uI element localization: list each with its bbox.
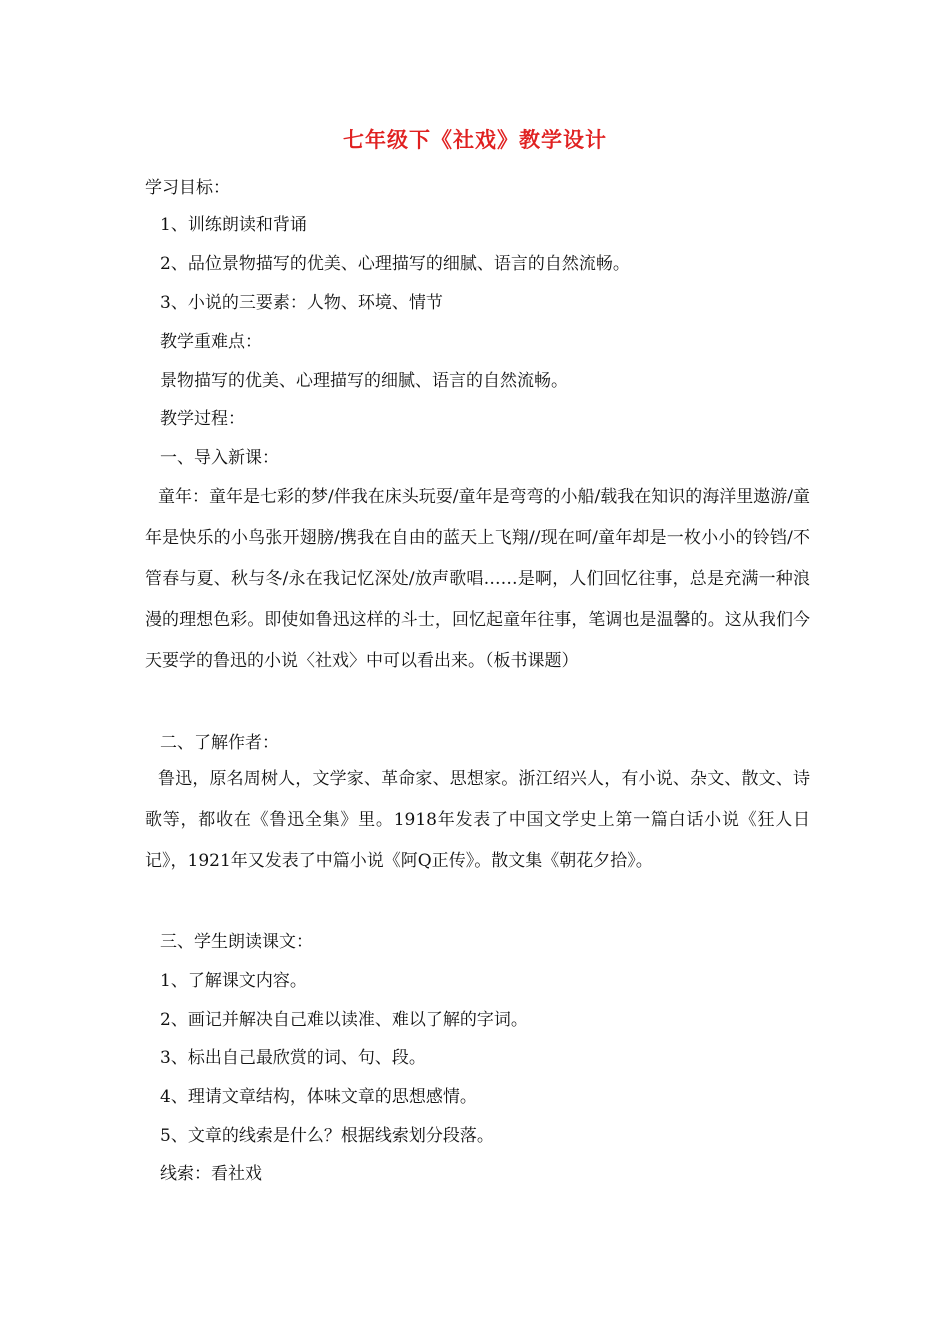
goal-item-2: 2、品位景物描写的优美、心理描写的细腻、语言的自然流畅。 — [160, 254, 630, 274]
section3-item-2: 2、画记并解决自己难以读准、难以了解的字词。 — [160, 1010, 528, 1030]
section3-item-5: 5、文章的线索是什么？根据线索划分段落。 — [160, 1126, 494, 1146]
section2-paragraph: 鲁迅，原名周树人，文学家、革命家、思想家。浙江绍兴人，有小说、杂文、散文、诗歌等，都收在《鲁迅全集》里。1918年发表了中国文学史上第一篇白话小说《狂人日记》，1921年又发表了中篇小说《阿Q正传》。散文集《朝花夕拾》。 — [145, 769, 810, 871]
section3-heading: 三、学生朗读课文： — [160, 932, 313, 952]
key-points-heading: 教学重难点： — [160, 332, 262, 352]
section2-heading: 二、了解作者： — [160, 733, 279, 753]
section3-item-4: 4、理请文章结构，体味文章的思想感情。 — [160, 1087, 477, 1107]
section3-item-3: 3、标出自己最欣赏的词、句、段。 — [160, 1048, 426, 1068]
goals-heading: 学习目标： — [145, 178, 230, 198]
goal-item-3: 3、小说的三要素：人物、环境、情节 — [160, 293, 443, 313]
section1-heading: 一、导入新课： — [160, 448, 279, 468]
document-title: 七年级下《社戏》教学设计 — [343, 127, 607, 152]
goal-item-1: 1、训练朗读和背诵 — [160, 215, 307, 235]
process-heading: 教学过程： — [160, 409, 245, 429]
section3-item-1: 1、了解课文内容。 — [160, 971, 307, 991]
clue-line: 线索：看社戏 — [160, 1164, 262, 1184]
section1-paragraph: 童年：童年是七彩的梦/伴我在床头玩耍/童年是弯弯的小船/载我在知识的海洋里遨游/童年是快乐的小鸟张开翅膀/携我在自由的蓝天上飞翔//现在呵/童年却是一枚小小的铃铛/不管春与夏、秋与冬/永在我记忆深处/放声歌唱……是啊，人们回忆往事，总是充满一种浪漫的理想色彩。即使如鲁迅这样的斗士，回忆起童年往事，笔调也是温馨的。这从我们今天要学的鲁迅的小说〈社戏〉中可以看出来。（板书课题） — [145, 487, 810, 671]
key-points-text: 景物描写的优美、心理描写的细腻、语言的自然流畅。 — [160, 371, 568, 391]
